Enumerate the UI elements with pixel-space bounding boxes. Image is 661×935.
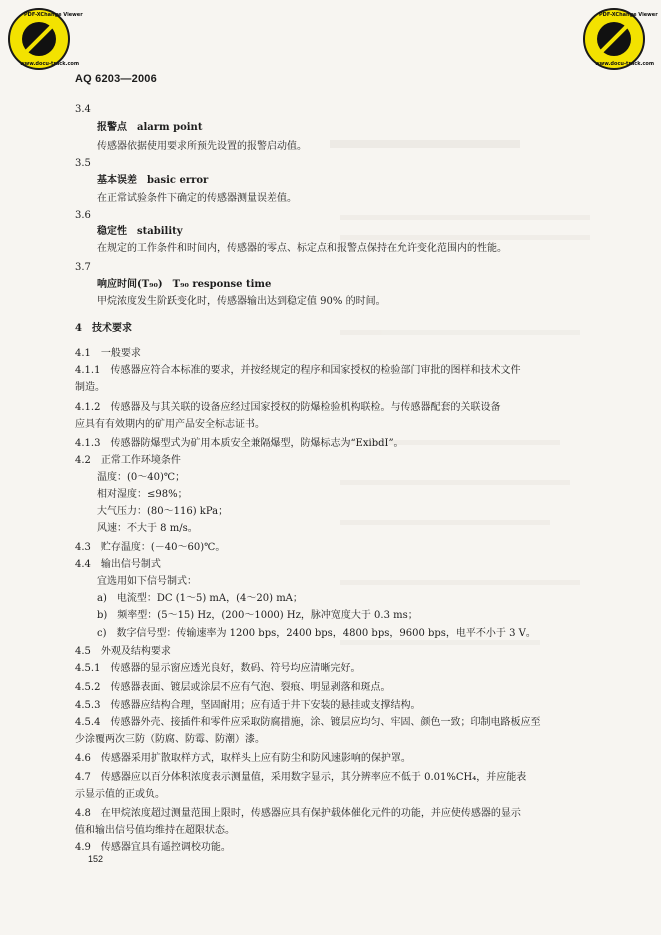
list-item: c) 数字信号型：传输速率为 1200 bps，2400 bps，4800 bps，9600 bps，电平不小于 3 V。	[97, 628, 536, 639]
condition-item: 相对湿度：≤98%；	[97, 489, 188, 500]
clause-number: 3.5	[75, 158, 91, 169]
paragraph-line: 制造。	[75, 382, 105, 393]
paragraph-line: 4.5.3 传感器应结构合理，坚固耐用；应有适于井下安装的悬挂或支撑结构。	[75, 700, 421, 711]
paragraph-line: 4.5.1 传感器的显示窗应透光良好，数码、符号均应清晰完好。	[75, 663, 361, 674]
paragraph-line: 应具有有效期内的矿用产品安全标志证书。	[75, 419, 265, 430]
paragraph-line: 示显示值的正或负。	[75, 789, 165, 800]
section-heading: 4 技术要求	[75, 323, 132, 334]
paragraph-line: 4.6 传感器采用扩散取样方式，取样头上应有防尘和防风速影响的保护罩。	[75, 753, 411, 764]
watermark-text: PDF-XChange Viewer	[24, 12, 83, 18]
watermark-text: PDF-XChange Viewer	[599, 12, 658, 18]
watermark-text: www.docu-track.com	[20, 61, 80, 67]
condition-item: 大气压力：(80～116) kPa；	[97, 506, 229, 517]
term-heading: 报警点 alarm point	[97, 122, 203, 133]
paragraph-line: 4.5.4 传感器外壳、接插件和零件应采取防腐措施，涂、镀层应均匀、牢固、颜色一致；印制电路板应至	[75, 717, 541, 728]
paragraph-line: 4.5.2 传感器表面、镀层或涂层不应有气泡、裂痕、明显剥落和斑点。	[75, 682, 391, 693]
paragraph-line: 宜选用如下信号制式：	[97, 576, 197, 587]
term-definition: 甲烷浓度发生阶跃变化时，传感器输出达到稳定值 90% 的时间。	[97, 296, 386, 307]
term-definition: 在正常试验条件下确定的传感器测量误差值。	[97, 193, 297, 204]
subsection-heading: 4.1 一般要求	[75, 348, 141, 359]
standard-code-header: AQ 6203—2006	[75, 73, 157, 85]
no-entry-icon	[597, 22, 631, 56]
paragraph-line: 4.3 贮存温度：(－40～60)℃。	[75, 542, 226, 553]
condition-item: 温度：(0～40)℃；	[97, 472, 186, 483]
list-item: a) 电流型：DC (1～5) mA，(4～20) mA；	[97, 593, 303, 604]
watermark-text: www.docu-track.com	[595, 61, 655, 67]
subsection-heading: 4.5 外观及结构要求	[75, 646, 171, 657]
no-entry-icon	[22, 22, 56, 56]
paragraph-line: 4.1.2 传感器及与其关联的设备应经过国家授权的防爆检验机构联检。与传感器配套的关联设备	[75, 402, 501, 413]
paragraph-line: 4.9 传感器宜具有遥控调校功能。	[75, 842, 231, 853]
bleed-through-texture	[330, 140, 610, 660]
page-number: 152	[88, 854, 104, 864]
list-item: b) 频率型：(5～15) Hz，(200～1000) Hz，脉冲宽度大于 0.3 ms；	[97, 610, 418, 621]
clause-number: 3.6	[75, 210, 91, 221]
term-definition: 在规定的工作条件和时间内，传感器的零点、标定点和报警点保持在允许变化范围内的性能。	[97, 243, 507, 254]
paragraph-line: 4.1.3 传感器防爆型式为矿用本质安全兼隔爆型，防爆标志为“ExibdI”。	[75, 438, 404, 449]
paragraph-line: 值和输出信号值均维持在超限状态。	[75, 825, 235, 836]
subsection-heading: 4.4 输出信号制式	[75, 559, 161, 570]
paragraph-line: 4.1.1 传感器应符合本标准的要求，并按经规定的程序和国家授权的检验部门审批的图样和技术文件	[75, 365, 521, 376]
term-heading: 响应时间(T₉₀) T₉₀ response time	[97, 279, 272, 290]
paragraph-line: 4.7 传感器应以百分体积浓度表示测量值，采用数字显示，其分辨率应不低于 0.01%CH₄，并应能表	[75, 772, 527, 783]
clause-number: 3.4	[75, 104, 91, 115]
pdf-xchange-badge-left[interactable]	[8, 8, 83, 70]
paragraph-line: 4.8 在甲烷浓度超过测量范围上限时，传感器应具有保护载体催化元件的功能，并应使传感器的显示	[75, 808, 521, 819]
subsection-heading: 4.2 正常工作环境条件	[75, 455, 181, 466]
term-definition: 传感器依据使用要求所预先设置的报警启动值。	[97, 141, 307, 152]
clause-number: 3.7	[75, 262, 91, 273]
term-heading: 稳定性 stability	[97, 226, 183, 237]
term-heading: 基本误差 basic error	[97, 175, 209, 186]
condition-item: 风速：不大于 8 m/s。	[97, 523, 198, 534]
paragraph-line: 少涂覆两次三防（防腐、防霉、防潮）漆。	[75, 734, 265, 745]
pdf-xchange-badge-right[interactable]	[583, 8, 658, 70]
